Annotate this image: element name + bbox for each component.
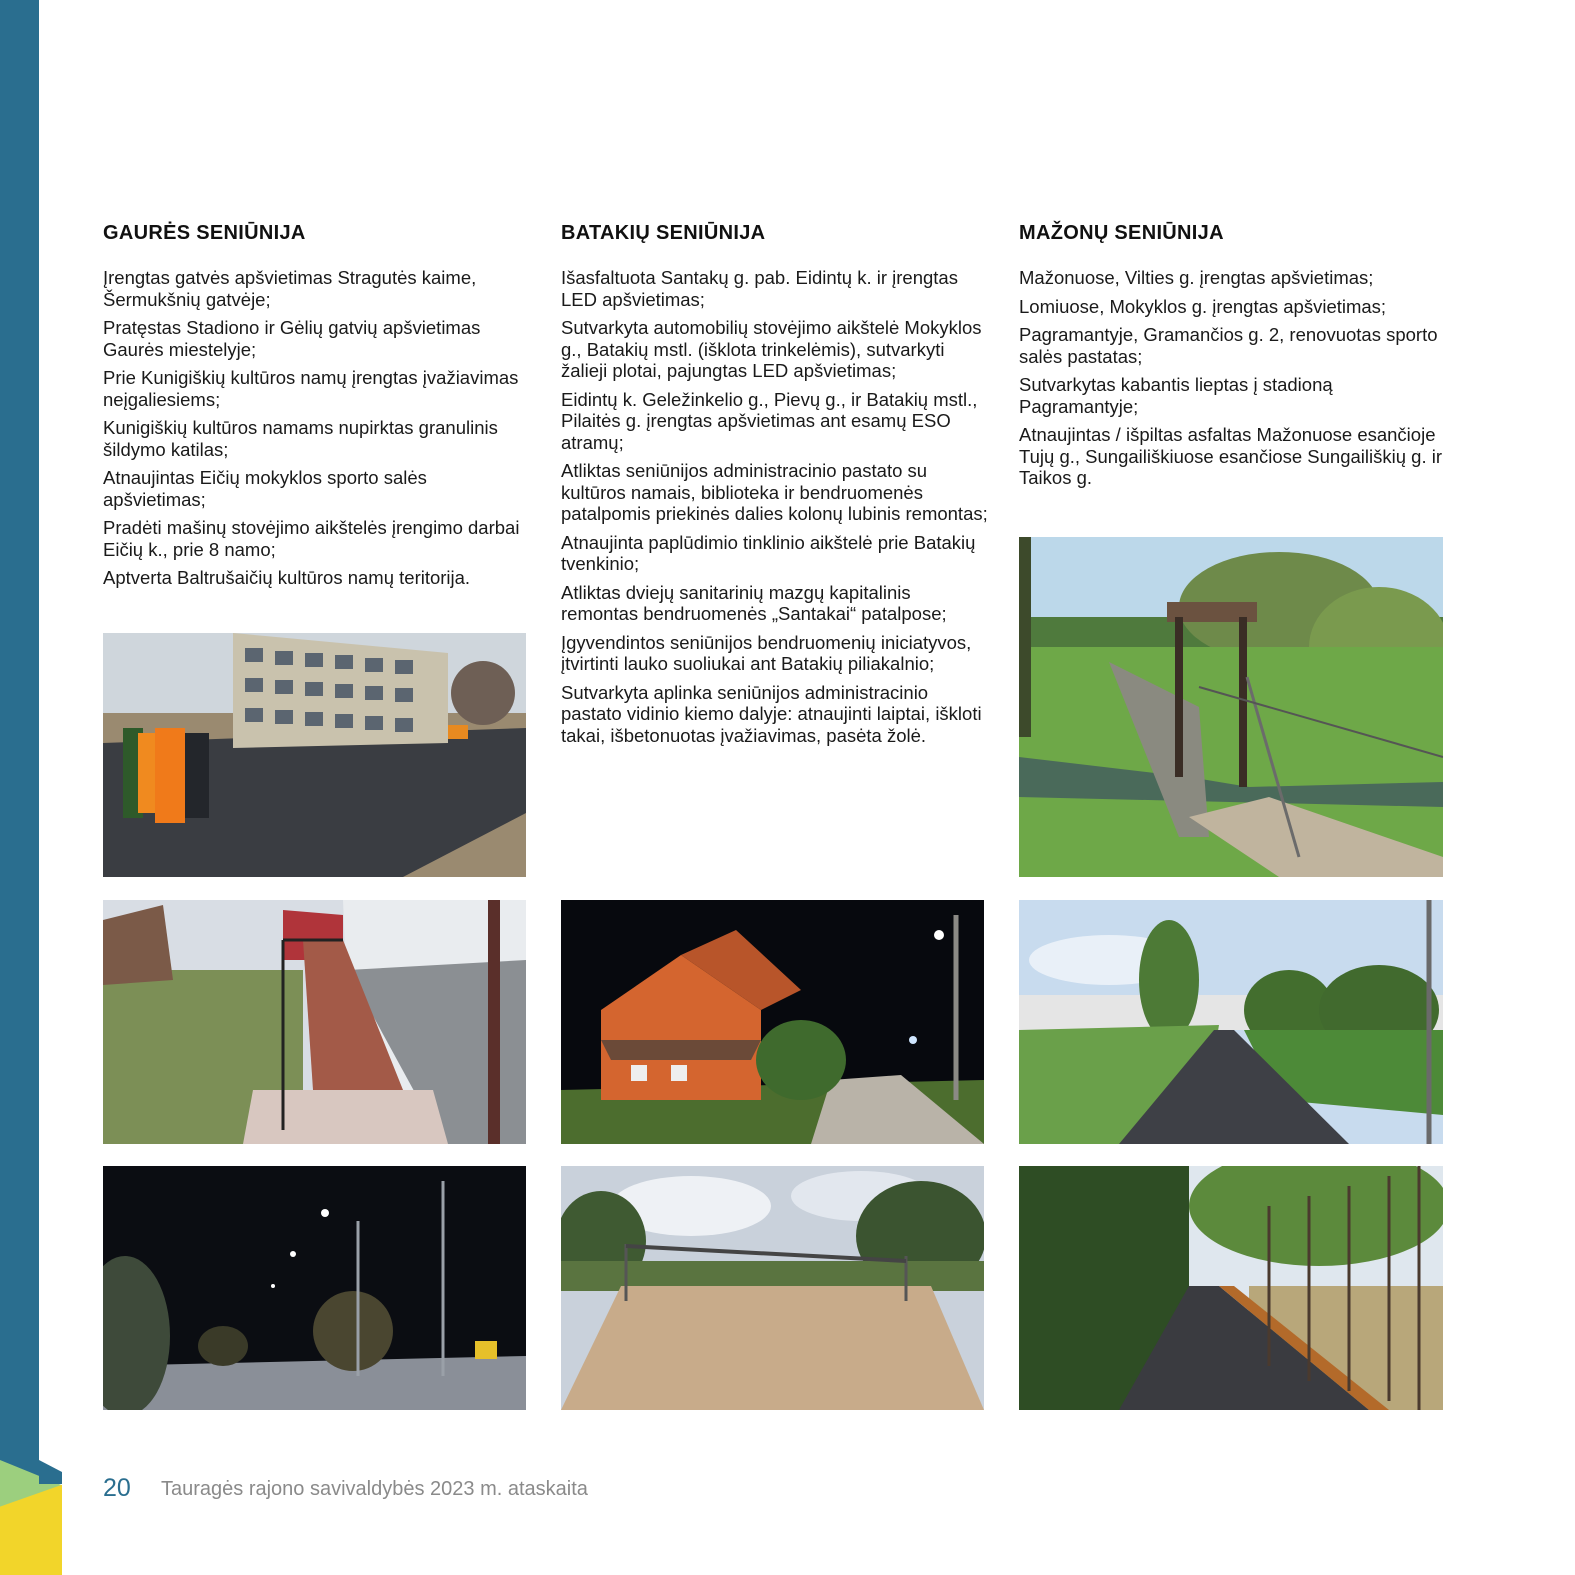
list-item: Atnaujintas Eičių mokyklos sporto salės apšvietimas;	[103, 467, 427, 510]
photo-tree-lined-road	[1019, 1166, 1443, 1410]
list-item: Atnaujintas / išpiltas asfaltas Mažonuose esančioje Tujų g., Sungailiškiuose esančiose Sungailiškių g. ir Taikos g.	[1019, 424, 1442, 488]
list-item: Sutvarkytas kabantis lieptas į stadioną Pagramantyje;	[1019, 374, 1333, 417]
column-bataku	[561, 222, 989, 753]
list-item: Prie Kunigiškių kultūros namų įrengtas įvažiavimas neįgaliesiems;	[103, 367, 519, 410]
list-item: Eidintų k. Geležinkelio g., Pievų g., ir Batakių mstl., Pilaitės g. įrengtas apšvietimas ant esamų ESO atramų;	[561, 388, 978, 453]
column-gaures	[103, 222, 531, 596]
column-title: BATAKIŲ SENIŪNIJA	[561, 222, 766, 244]
list-item: Pradėti mašinų stovėjimo aikštelės įrengimo darbai Eičių k., prie 8 namo;	[103, 517, 520, 560]
list-item: Atliktas seniūnijos administracinio pastato su kultūros namais, biblioteka ir bendruomenės patalpomis priekinės dalies kolonų lubinis remontas;	[561, 460, 988, 524]
list-item: Lomiuose, Mokyklos g. įrengtas apšvietimas;	[1019, 295, 1387, 317]
photo-house-night-lighting	[561, 900, 984, 1144]
column-mazonu	[1019, 222, 1447, 496]
list-item: Išasfaltuota Santakų g. pab. Eidintų k. ir įrengtas LED apšvietimas;	[561, 267, 958, 310]
photo-street-lights-night	[103, 1166, 526, 1410]
list-item: Kunigiškių kultūros namams nupirktas granulinis šildymo katilas;	[103, 417, 498, 460]
list-item: Įgyvendintos seniūnijos bendruomenių iniciatyvos, įtvirtinti lauko suoliukai ant Batakių piliakalnio;	[561, 631, 972, 674]
column-title: GAURĖS SENIŪNIJA	[103, 222, 306, 244]
photo-volleyball-court	[561, 1166, 984, 1410]
page-number: 20	[103, 1474, 131, 1502]
list-item: Pagramantyje, Gramančios g. 2, renovuotas sporto salės pastatas;	[1019, 324, 1438, 367]
list-item: Sutvarkyta automobilių stovėjimo aikštelė Mokyklos g., Batakių mstl. (išklota trinkelėmis), sutvarkyti žalieji plotai, pajungtas LED apšvietimas;	[561, 317, 982, 381]
list-item: Aptverta Baltrušaičių kultūros namų teritorija.	[103, 567, 471, 588]
left-accent-bar	[0, 0, 39, 1575]
list-item: Pratęstas Stadiono ir Gėlių gatvių apšvietimas Gaurės miestelyje;	[103, 317, 481, 360]
list-item: Įrengtas gatvės apšvietimas Stragutės kaime, Šermukšnių gatvėje;	[103, 267, 477, 310]
list-item: Atliktas dviejų sanitarinių mazgų kapitalinis remontas bendruomenės „Santakai“ patalpose;	[561, 581, 947, 624]
list-item: Atnaujinta paplūdimio tinklinio aikštelė prie Batakių tvenkinio;	[561, 531, 976, 574]
footer-report-title: Tauragės rajono savivaldybės 2023 m. ataskaita	[161, 1478, 588, 1500]
column-title: MAŽONŲ SENIŪNIJA	[1019, 222, 1224, 244]
photo-suspension-bridge	[1019, 537, 1443, 877]
list-item: Sutvarkyta aplinka seniūnijos administracinio pastato vidinio kiemo dalyje: atnaujinti laiptai, iškloti takai, išbetonuotas įvažiavimas, pasėta žolė.	[561, 681, 982, 746]
list-item: Mažonuose, Vilties g. įrengtas apšvietimas;	[1019, 267, 1374, 288]
photo-asphalted-road	[1019, 900, 1443, 1144]
photo-road-paving	[103, 633, 526, 877]
photo-accessibility-ramp	[103, 900, 526, 1144]
